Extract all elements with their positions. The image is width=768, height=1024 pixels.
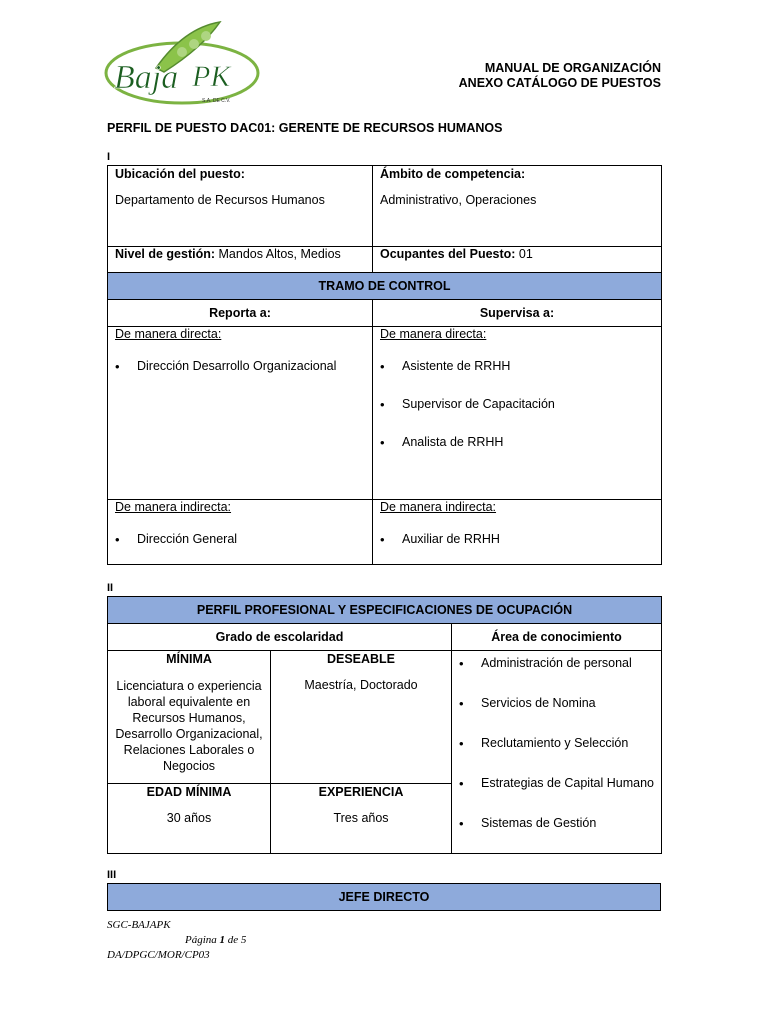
deseable-label: DESEABLE xyxy=(326,652,396,666)
list-item: • Estrategias de Capital Humano xyxy=(459,776,654,790)
deseable-text: Maestría, Doctorado xyxy=(304,678,418,692)
page-number xyxy=(107,933,246,948)
ocupantes-value: 01 xyxy=(515,247,533,261)
edad-cell xyxy=(108,784,271,854)
ubicacion-value: Departamento de Recursos Humanos xyxy=(115,193,325,207)
area-cell xyxy=(452,651,662,854)
section-1-table xyxy=(107,165,662,565)
supervisa-indirecta-list xyxy=(380,532,654,546)
experiencia-value: Tres años xyxy=(333,811,389,825)
list-item: • Administración de personal xyxy=(459,656,654,670)
edad-label: EDAD MÍNIMA xyxy=(146,785,232,799)
svg-text:Baja: Baja xyxy=(114,59,179,96)
ambito-value: Administrativo, Operaciones xyxy=(380,193,537,207)
ocupantes-cell xyxy=(373,247,662,273)
ambito-label: Ámbito de competencia: xyxy=(380,167,526,181)
area-list xyxy=(459,656,654,830)
ubicacion-label: Ubicación del puesto: xyxy=(115,167,245,181)
ocupantes-label: Ocupantes del Puesto: xyxy=(380,247,516,261)
list-item: • Asistente de RRHH xyxy=(380,359,654,373)
supervisa-header: Supervisa a: xyxy=(373,300,662,327)
reporta-directa-label: De manera directa: xyxy=(115,327,222,341)
supervisa-directa-cell xyxy=(373,327,662,500)
experiencia-label: EXPERIENCIA xyxy=(318,785,404,799)
section-number-1: I xyxy=(107,151,111,163)
nivel-label: Nivel de gestión: xyxy=(115,247,216,261)
page-prefix: Página xyxy=(185,934,220,946)
list-item: • Supervisor de Capacitación xyxy=(380,397,654,411)
company-logo xyxy=(104,18,266,108)
list-item: • Dirección General xyxy=(115,532,365,546)
section-3-table xyxy=(107,883,661,911)
jefe-band: JEFE DIRECTO xyxy=(108,884,661,911)
supervisa-directa-label: De manera directa: xyxy=(380,327,487,341)
area-header: Área de conocimiento xyxy=(452,624,662,651)
footer-code: SGC-BAJAPK xyxy=(107,919,171,931)
page-current: 1 xyxy=(219,934,226,946)
list-item: • Servicios de Nomina xyxy=(459,696,654,710)
grado-header: Grado de escolaridad xyxy=(108,624,452,651)
page-total: 5 xyxy=(240,934,247,946)
ambito-cell xyxy=(373,166,662,247)
reporta-directa-cell xyxy=(108,327,373,500)
deseable-cell xyxy=(271,651,452,784)
list-item: • Sistemas de Gestión xyxy=(459,816,654,830)
section-2-table xyxy=(107,596,662,854)
reporta-indirecta-list xyxy=(115,532,365,546)
nivel-cell xyxy=(108,247,373,273)
list-item: • Dirección Desarrollo Organizacional xyxy=(115,359,365,373)
list-item: • Reclutamiento y Selección xyxy=(459,736,654,750)
page-mid: de xyxy=(225,934,241,946)
page-footer xyxy=(107,918,246,963)
logo-subtext: S.A. DE C.V. xyxy=(202,98,231,104)
list-item: • Auxiliar de RRHH xyxy=(380,532,654,546)
ubicacion-cell xyxy=(108,166,373,247)
reporta-directa-list xyxy=(115,359,365,373)
svg-text:PK: PK xyxy=(192,60,231,93)
header-line-1: MANUAL DE ORGANIZACIÓN xyxy=(484,61,661,75)
header-line-2: ANEXO CATÁLOGO DE PUESTOS xyxy=(458,76,661,90)
experiencia-cell xyxy=(271,784,452,854)
reporta-indirecta-cell xyxy=(108,500,373,565)
page-title: PERFIL DE PUESTO DAC01: GERENTE DE RECURSOS HUMANOS xyxy=(107,121,503,135)
supervisa-indirecta-label: De manera indirecta: xyxy=(380,500,497,514)
minima-text: Licenciatura o experiencia laboral equivalente en Recursos Humanos, Desarrollo Organizacional, Relaciones Laborales o Negocios xyxy=(115,679,263,773)
section-number-3: III xyxy=(107,869,117,881)
minima-cell xyxy=(108,651,271,784)
list-item: • Analista de RRHH xyxy=(380,435,654,449)
footer-doc-code: DA/DPGC/MOR/CP03 xyxy=(107,949,210,961)
document-header xyxy=(459,61,661,91)
section-number-2: II xyxy=(107,582,114,594)
minima-label: MÍNIMA xyxy=(166,652,212,666)
nivel-value: Mandos Altos, Medios xyxy=(215,247,341,261)
reporta-header: Reporta a: xyxy=(108,300,373,327)
supervisa-indirecta-cell xyxy=(373,500,662,565)
edad-value: 30 años xyxy=(166,811,212,825)
perfil-band: PERFIL PROFESIONAL Y ESPECIFICACIONES DE OCUPACIÓN xyxy=(108,597,662,624)
supervisa-directa-list xyxy=(380,359,654,449)
reporta-indirecta-label: De manera indirecta: xyxy=(115,500,232,514)
tramo-band: TRAMO DE CONTROL xyxy=(108,273,662,300)
